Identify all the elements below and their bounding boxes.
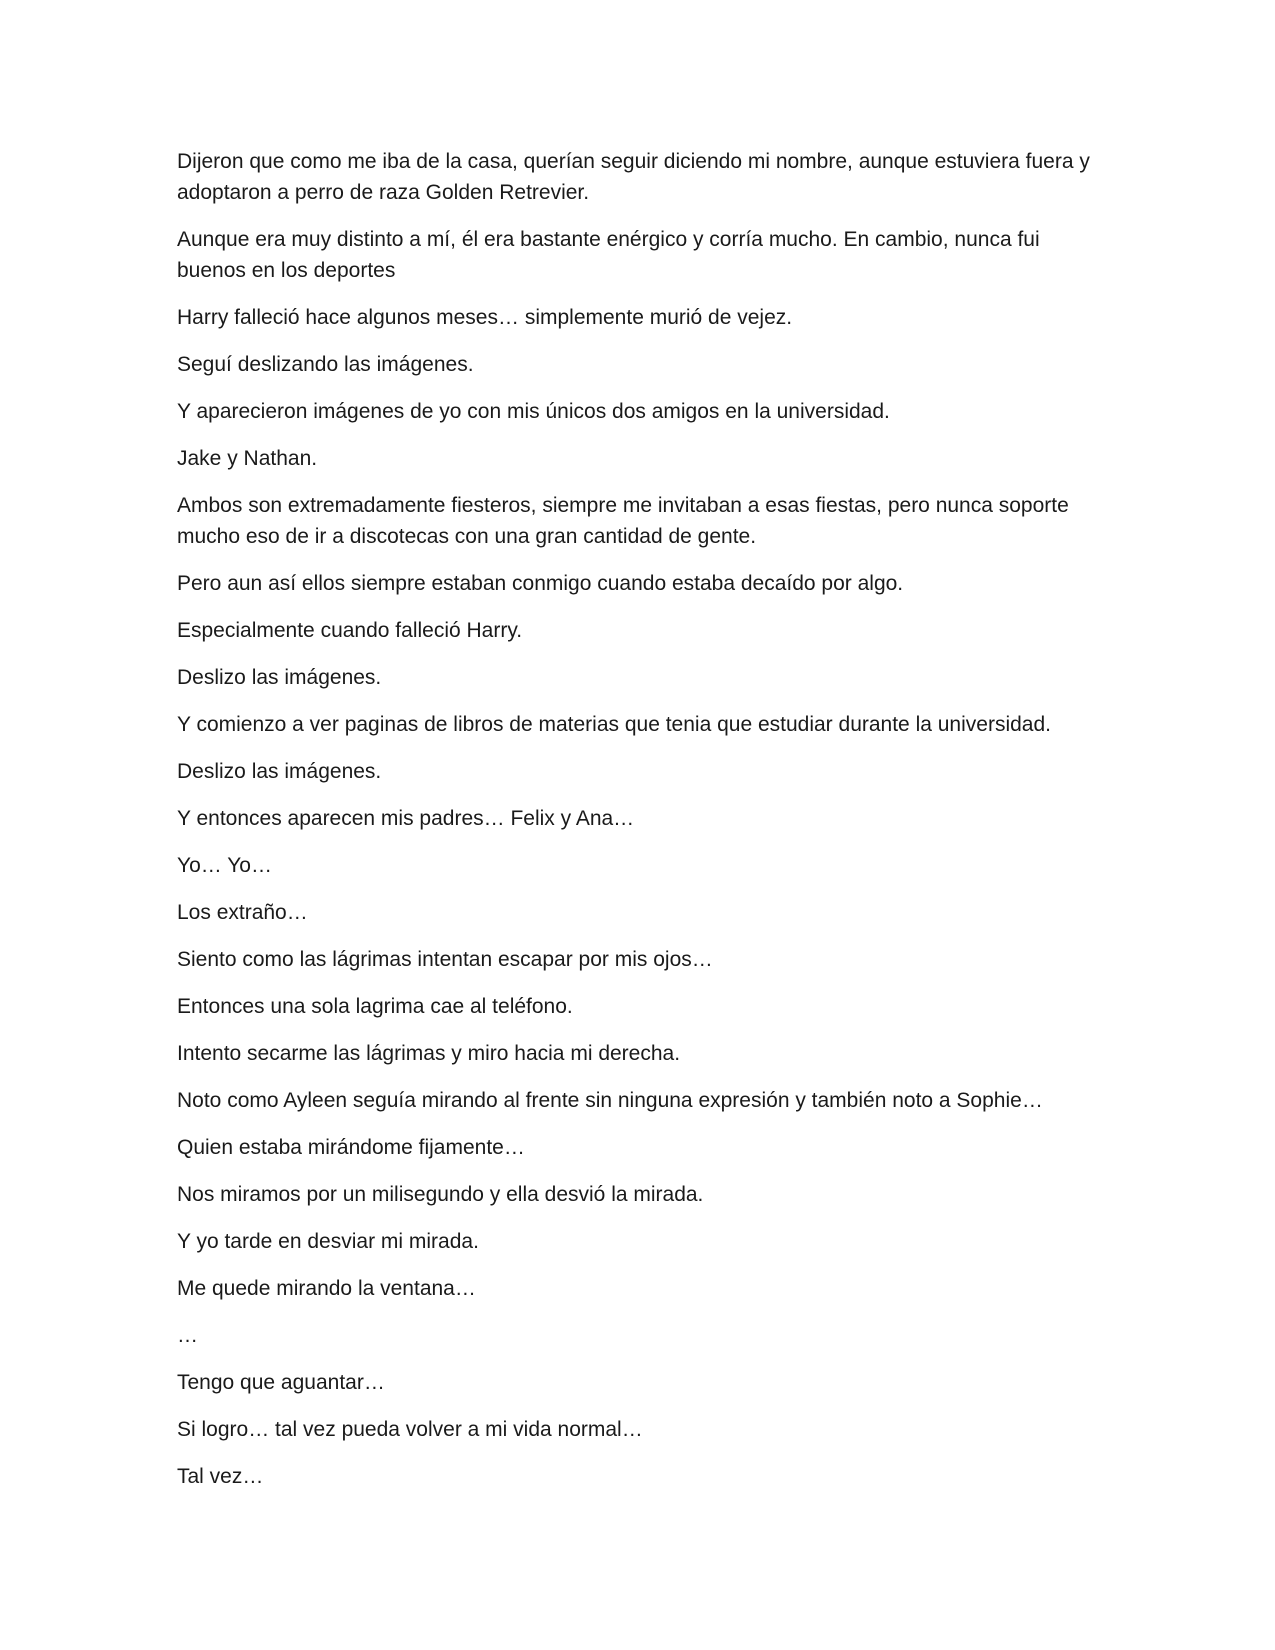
paragraph: Aunque era muy distinto a mí, él era bastante enérgico y corría mucho. En cambio, nunca fui buenos en los deportes (177, 228, 1040, 282)
paragraph: Intento secarme las lágrimas y miro hacia mi derecha. (177, 1042, 681, 1065)
paragraph: Pero aun así ellos siempre estaban conmigo cuando estaba decaído por algo. (177, 572, 904, 595)
paragraph: Me quede mirando la ventana… (177, 1277, 476, 1300)
paragraph: Especialmente cuando falleció Harry. (177, 619, 523, 642)
paragraph: Y comienzo a ver paginas de libros de materias que tenia que estudiar durante la universidad. (177, 713, 1051, 736)
paragraph: Yo… Yo… (177, 854, 272, 877)
paragraph: Siento como las lágrimas intentan escapar por mis ojos… (177, 948, 713, 971)
document-page (177, 146, 1097, 1508)
paragraph: Tal vez… (177, 1465, 264, 1488)
paragraph: Harry falleció hace algunos meses… simplemente murió de vejez. (177, 306, 793, 329)
paragraph: Noto como Ayleen seguía mirando al frente sin ninguna expresión y también noto a Sophie… (177, 1089, 1043, 1112)
paragraph: Jake y Nathan. (177, 447, 318, 470)
paragraph: Quien estaba mirándome fijamente… (177, 1136, 525, 1159)
paragraph: Y yo tarde en desviar mi mirada. (177, 1230, 479, 1253)
paragraph: Y aparecieron imágenes de yo con mis únicos dos amigos en la universidad. (177, 400, 890, 423)
paragraph: Los extraño… (177, 901, 308, 924)
paragraph: Nos miramos por un milisegundo y ella desvió la mirada. (177, 1183, 704, 1206)
paragraph: … (177, 1324, 198, 1347)
paragraph: Deslizo las imágenes. (177, 760, 382, 783)
paragraph: Ambos son extremadamente fiesteros, siempre me invitaban a esas fiestas, pero nunca soporte mucho eso de ir a discotecas con una gran cantidad de gente. (177, 494, 1069, 548)
paragraph: Entonces una sola lagrima cae al teléfono. (177, 995, 573, 1018)
paragraph: Si logro… tal vez pueda volver a mi vida normal… (177, 1418, 643, 1441)
paragraph: Dijeron que como me iba de la casa, querían seguir diciendo mi nombre, aunque estuviera fuera y adoptaron a perro de raza Golden Retrevier. (177, 150, 1090, 204)
paragraph: Seguí deslizando las imágenes. (177, 353, 474, 376)
paragraph: Y entonces aparecen mis padres… Felix y Ana… (177, 807, 635, 830)
paragraph: Tengo que aguantar… (177, 1371, 385, 1394)
paragraph: Deslizo las imágenes. (177, 666, 382, 689)
